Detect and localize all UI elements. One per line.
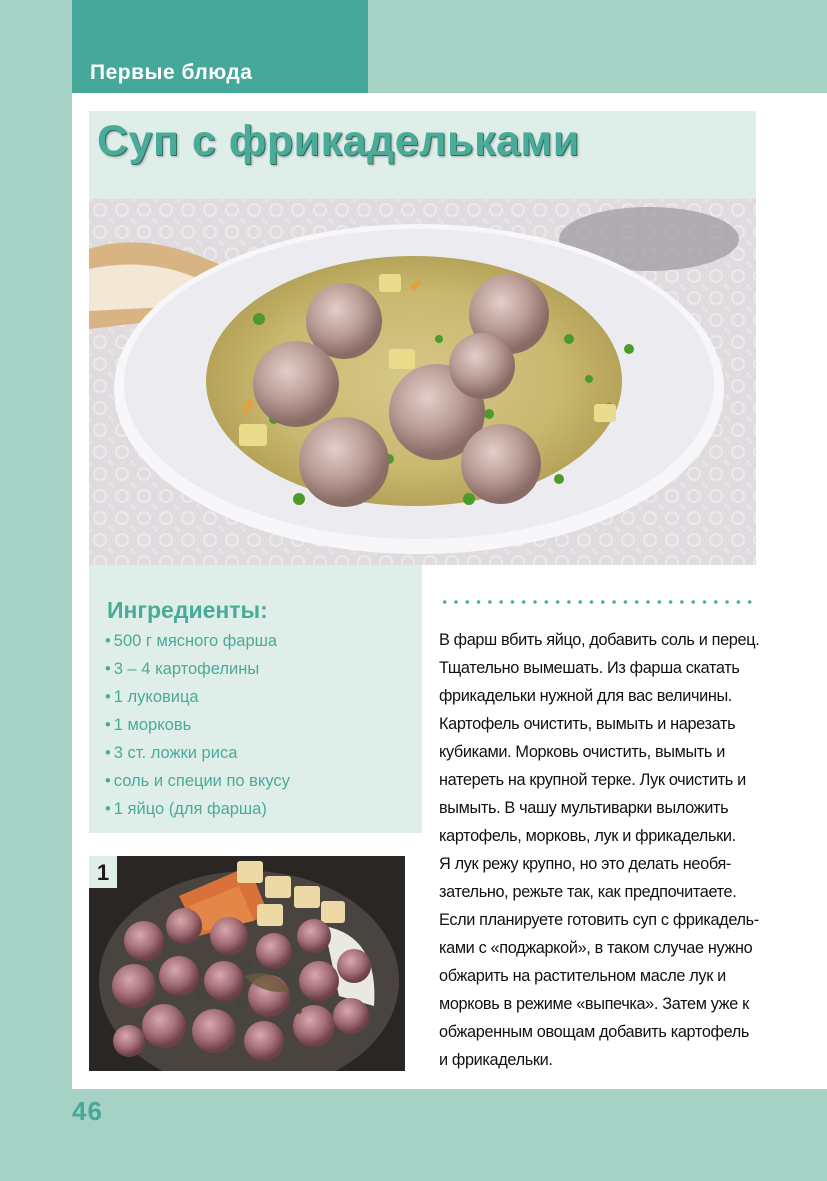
instruction-line: вымыть. В чашу мультиварки выложить	[439, 799, 729, 817]
instruction-line: Тщательно вымешать. Из фарша скатать	[439, 659, 740, 677]
step-photo	[89, 856, 405, 1071]
instruction-line: обжаренным овощам добавить картофель	[439, 1023, 750, 1041]
ingredients-box	[89, 565, 422, 833]
instruction-line: картофель, морковь, лук и фрикадельки.	[439, 827, 736, 845]
soup-photo	[89, 199, 756, 565]
section-tab	[72, 0, 368, 93]
instruction-line: Картофель очистить, вымыть и нарезать	[439, 715, 736, 733]
ingredient-item: • 1 морковь	[105, 711, 290, 739]
ingredient-item: • 3 – 4 картофелины	[105, 655, 290, 683]
title-band	[89, 111, 756, 199]
instruction-line: и фрикадельки.	[439, 1051, 553, 1069]
ingredient-item: • 1 луковица	[105, 683, 290, 711]
ingredient-item: • 1 яйцо (для фарша)	[105, 795, 290, 823]
page-number: 46	[72, 1096, 103, 1126]
step-number-badge: 1	[89, 856, 117, 888]
dotted-divider	[439, 599, 757, 605]
instruction-line: кубиками. Морковь очистить, вымыть и	[439, 743, 725, 761]
ingredient-item: • соль и специи по вкусу	[105, 767, 290, 795]
instructions-text	[439, 626, 759, 1074]
ingredients-list	[105, 627, 290, 823]
instruction-line: Я лук режу крупно, но это делать необя-	[439, 855, 731, 873]
instruction-line: зательно, режьте так, как предпочитаете.	[439, 883, 737, 901]
instruction-line: натереть на крупной терке. Лук очистить и	[439, 771, 746, 789]
recipe-title: Суп с фрикадельками	[97, 117, 580, 165]
instruction-line: ками с «поджаркой», в таком случае нужно	[439, 939, 753, 957]
section-label: Первые блюда	[90, 61, 253, 84]
instruction-line: фрикадельки нужной для вас величины.	[439, 687, 732, 705]
instruction-line: Если планируете готовить суп с фрикадель-	[439, 911, 759, 929]
ingredient-item: • 500 г мясного фарша	[105, 627, 290, 655]
ingredients-heading: Ингредиенты:	[107, 597, 268, 623]
instruction-line: обжарить на растительном масле лук и	[439, 967, 726, 985]
ingredient-item: • 3 ст. ложки риса	[105, 739, 290, 767]
instruction-line: морковь в режиме «выпечка». Затем уже к	[439, 995, 749, 1013]
instruction-line: В фарш вбить яйцо, добавить соль и перец.	[439, 631, 760, 649]
